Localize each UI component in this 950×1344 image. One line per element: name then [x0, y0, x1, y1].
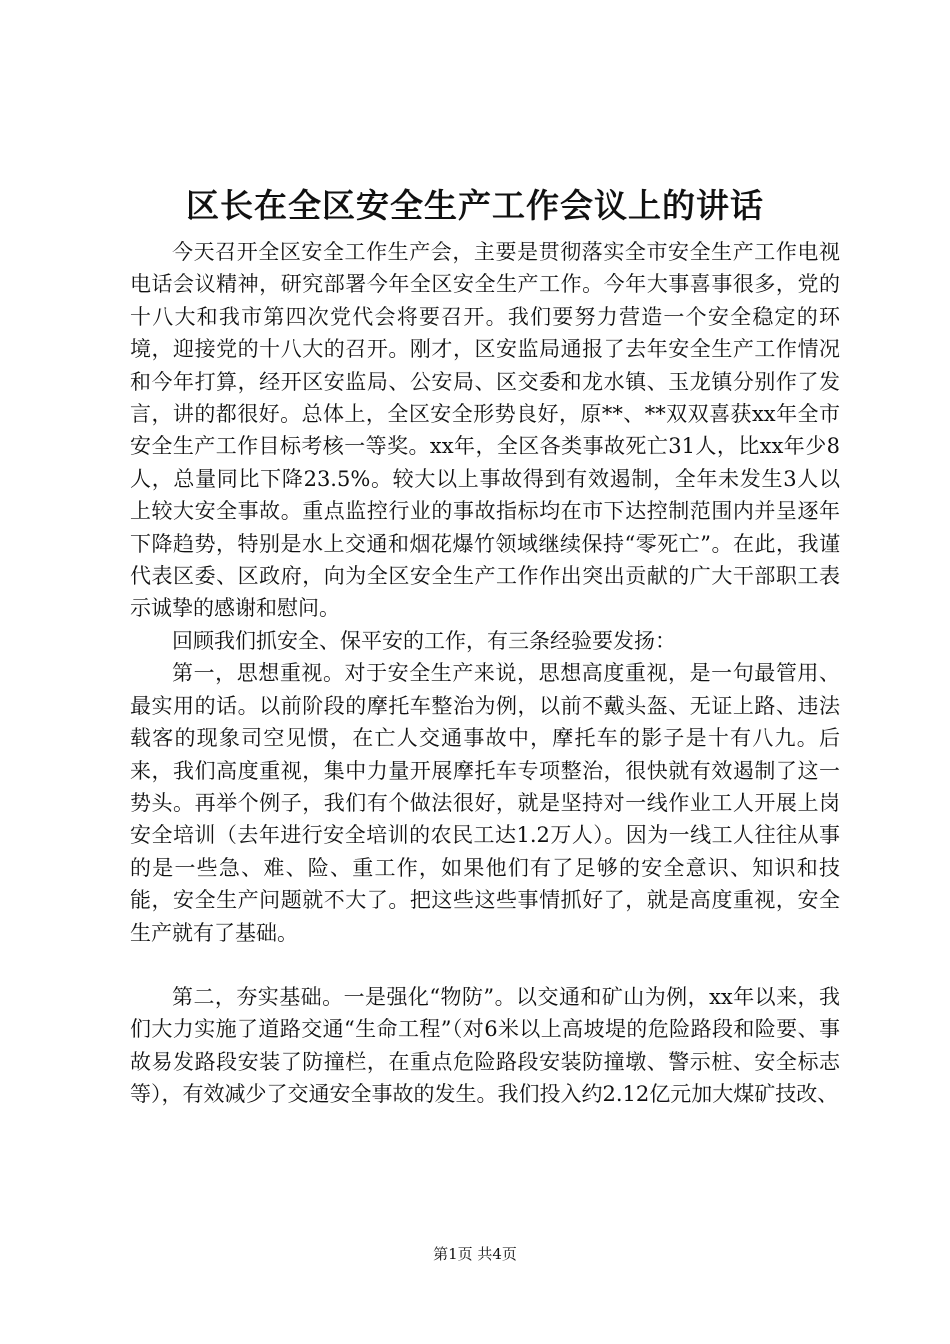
paragraph-second-point: 第二，夯实基础。一是强化“物防”。以交通和矿山为例，xx年以来，我们大力实施了道路交通“生命工程”（对6米以上高坡堤的危险路段和险要、事故易发路段安装了防撞栏，在重点危险路段安装防撞墩、警示桩、安全标志等），有效减少了交通安全事故的发生。我们投入约2.12亿元加大煤矿技改、	[130, 984, 840, 1107]
paragraph-experience-intro: 回顾我们抓安全、保平安的工作，有三条经验要发扬：	[172, 628, 676, 653]
paragraph-first-point: 第一，思想重视。对于安全生产来说，思想高度重视，是一句最管用、最实用的话。以前阶段的摩托车整治为例，以前不戴头盔、无证上路、违法载客的现象司空见惯，在亡人交通事故中，摩托车的影子是十有八九。后来，我们高度重视，集中力量开展摩托车专项整治，很快就有效遏制了这一势头。再举个例子，我们有个做法很好，就是坚持对一线作业工人开展上岗安全培训（去年进行安全培训的农民工达1.2万人）。因为一线工人往往从事的是一些急、难、险、重工作，如果他们有了足够的安全意识、知识和技能，安全生产问题就不大了。把这些这些事情抓好了，就是高度重视，安全生产就有了基础。	[130, 661, 840, 945]
paragraph-opening: 今天召开全区安全工作生产会，主要是贯彻落实全市安全生产工作电视电话会议精神，研究部署今年全区安全生产工作。今年大事喜事很多，党的十八大和我市第四次党代会将要召开。我们要努力营造一个安全稳定的环境，迎接党的十八大的召开。刚才，区安监局通报了去年安全生产工作情况和今年打算，经开区安监局、公安局、区交委和龙水镇、玉龙镇分别作了发言，讲的都很好。总体上，全区安全形势良好，原**、**双双喜获xx年全市安全生产工作目标考核一等奖。xx年，全区各类事故死亡31人，比xx年少8人，总量同比下降23.5%。较大以上事故得到有效遏制，全年未发生3人以上较大安全事故。重点监控行业的事故指标均在市下达控制范围内并呈逐年下降趋势，特别是水上交通和烟花爆竹领域继续保持“零死亡”。在此，我谨代表区委、区政府，向为全区安全生产工作作出突出贡献的广大干部职工表示诚挚的感谢和慰问。	[130, 240, 840, 621]
document-title: 区长在全区安全生产工作会议上的讲话	[186, 186, 764, 225]
page-number: 第1页 共4页	[433, 1245, 517, 1263]
document-body	[130, 236, 840, 1111]
